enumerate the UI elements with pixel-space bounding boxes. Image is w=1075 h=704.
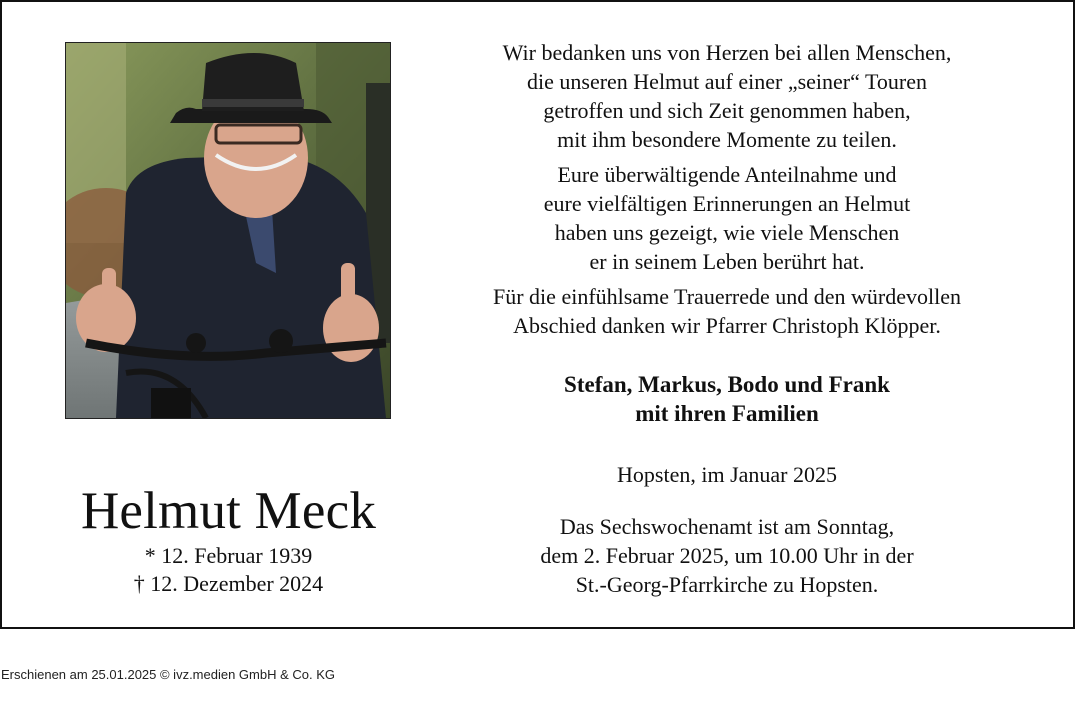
death-date: † 12. Dezember 2024 bbox=[133, 571, 324, 596]
publication-footer: Erschienen am 25.01.2025 © ivz.medien GmbH & Co. KG bbox=[1, 667, 336, 682]
thanks-paragraph-2 bbox=[412, 160, 1042, 276]
text-line: er in seinem Leben berührt hat. bbox=[589, 249, 865, 274]
portrait-photo bbox=[65, 42, 391, 419]
thanks-paragraph-3 bbox=[412, 282, 1042, 340]
text-line: eure vielfältigen Erinnerungen an Helmut bbox=[543, 191, 911, 216]
text-line: haben uns gezeigt, wie viele Menschen bbox=[554, 220, 900, 245]
text-line: Abschied danken wir Pfarrer Christoph Klöpper. bbox=[513, 313, 941, 338]
text-line: die unseren Helmut auf einer „seiner“ Touren bbox=[527, 69, 927, 94]
birth-date: * 12. Februar 1939 bbox=[144, 543, 313, 568]
text-line: getroffen und sich Zeit genommen haben, bbox=[543, 98, 911, 123]
service-info bbox=[412, 512, 1042, 599]
place-date: Hopsten, im Januar 2025 bbox=[617, 462, 837, 487]
text-line: Für die einfühlsame Trauerrede und den würdevollen bbox=[493, 284, 961, 309]
deceased-name: Helmut Meck bbox=[80, 482, 377, 540]
signers-line: mit ihren Familien bbox=[635, 401, 819, 426]
text-line: Wir bedanken uns von Herzen bei allen Menschen, bbox=[502, 40, 952, 65]
signers bbox=[412, 370, 1042, 428]
text-line: Das Sechswochenamt ist am Sonntag, bbox=[559, 514, 895, 539]
text-line: Eure überwältigende Anteilnahme und bbox=[557, 162, 897, 187]
portrait-photo-icon bbox=[66, 43, 390, 418]
thanks-paragraph-1 bbox=[412, 38, 1042, 154]
text-line: dem 2. Februar 2025, um 10.00 Uhr in der bbox=[540, 543, 914, 568]
text-line: St.-Georg-Pfarrkirche zu Hopsten. bbox=[575, 572, 879, 597]
life-dates bbox=[22, 542, 435, 598]
signers-line: Stefan, Markus, Bodo und Frank bbox=[564, 372, 890, 397]
text-line: mit ihm besondere Momente zu teilen. bbox=[557, 127, 897, 152]
